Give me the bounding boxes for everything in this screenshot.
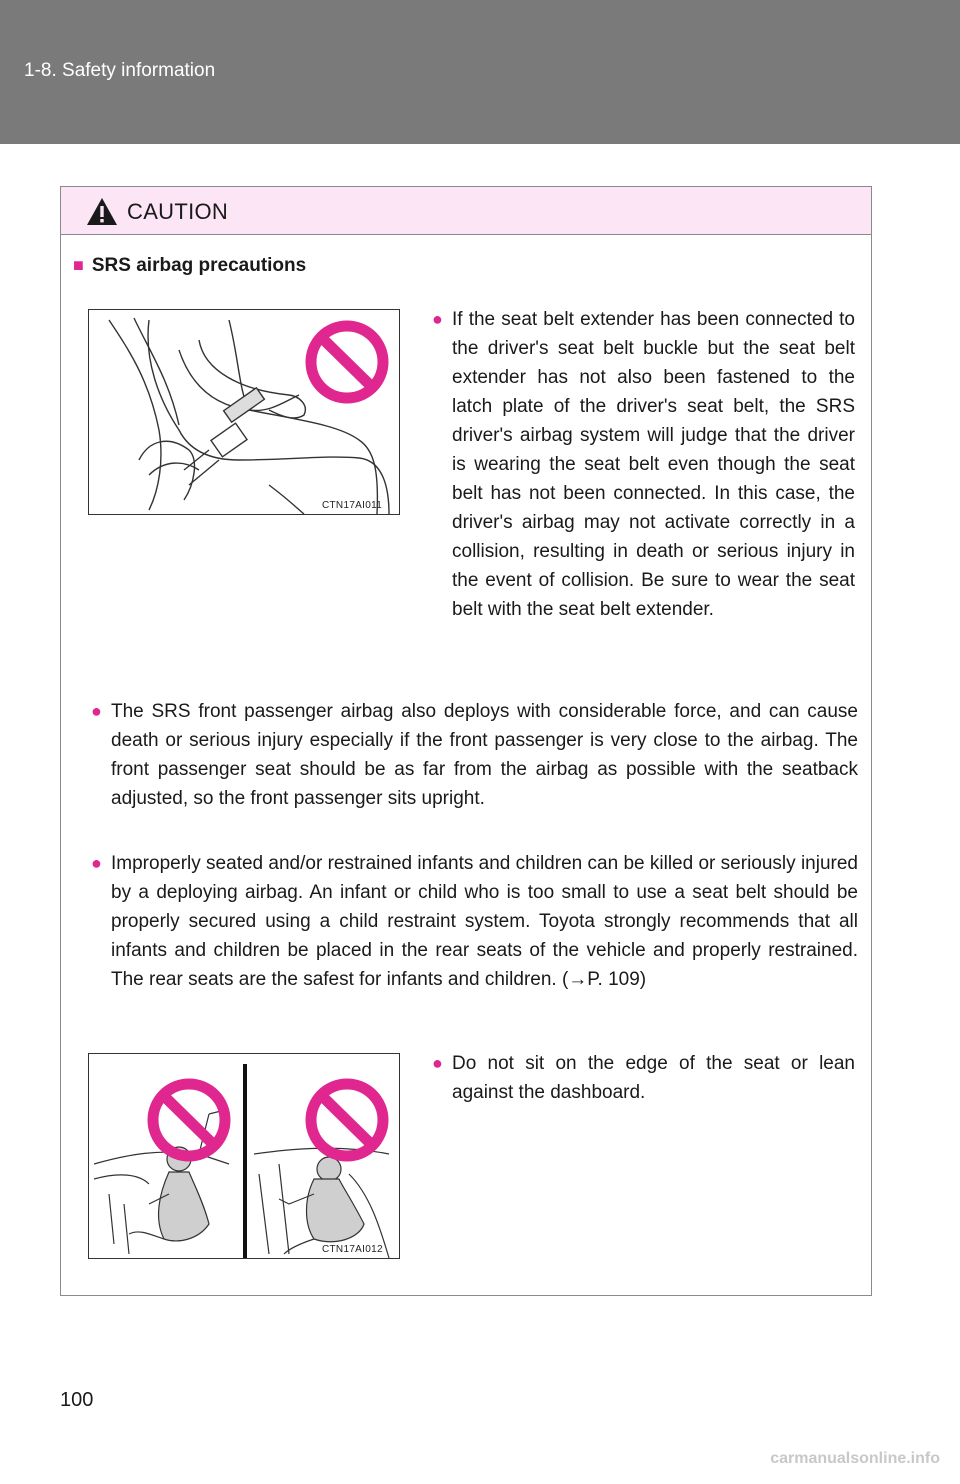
section-title: 1-8. Safety information — [24, 60, 216, 81]
improper-seating-drawing — [89, 1054, 399, 1258]
prohibition-icon — [311, 1084, 383, 1156]
bullet-text: Improperly seated and/or restrained infants and children can be killed or seriously injured by a deploying airbag. An infant or child who is too small to use a seat belt should be properly secured using a child restraint system. Toyota strongly recommends that all infants and children be placed in the rear seats of the vehicle and properly restrained. The rear seats are the safest for infants and children. (→P. 109) — [111, 853, 858, 990]
bullet-text: If the seat belt extender has been connected to the driver's seat belt buckle but the seat belt extender has not also been fastened to the latch plate of the driver's seat belt, the SRS driver's airbag system will judge that the driver is wearing the seat belt even though the seat belt has not been connected. In this case, the driver's airbag may not activate correctly in a collision, resulting in death or serious injury in the event of collision. Be sure to wear the seat belt with the seat belt extender. — [452, 309, 855, 620]
caution-title: CAUTION — [127, 199, 229, 224]
section-heading-text: SRS airbag precautions — [91, 255, 307, 276]
section-heading — [73, 255, 306, 277]
bullet-paragraph — [432, 305, 855, 624]
illustration-code: CTN17AI011 — [322, 500, 383, 511]
page-number: 100 — [60, 1389, 94, 1411]
bullet-paragraph — [432, 1049, 855, 1107]
page-header — [0, 0, 960, 144]
circle-bullet-icon: ● — [91, 853, 102, 873]
illustration-seating-position — [88, 1053, 400, 1259]
bullet-paragraph — [91, 849, 858, 994]
circle-bullet-icon: ● — [91, 701, 102, 721]
warning-icon — [86, 197, 118, 226]
caution-header — [61, 187, 871, 235]
seated-driver-drawing — [89, 310, 399, 514]
prohibition-icon — [153, 1084, 225, 1156]
illustration-seat-belt-extender — [88, 309, 400, 515]
illustration-code: CTN17AI012 — [322, 1244, 383, 1255]
prohibition-icon — [311, 326, 383, 398]
caution-box — [60, 186, 872, 1296]
bullet-text: Do not sit on the edge of the seat or lean against the dashboard. — [452, 1053, 855, 1103]
circle-bullet-icon: ● — [432, 309, 443, 329]
bullet-paragraph — [91, 697, 858, 813]
bullet-text: The SRS front passenger airbag also deploys with considerable force, and can cause death or serious injury especially if the front passenger is very close to the airbag. The front passenger seat should be as far from the airbag as possible with the seatback adjusted, so the front passenger sits upright. — [111, 701, 858, 809]
watermark: carmanualsonline.info — [770, 1450, 940, 1467]
square-bullet-icon: ■ — [73, 255, 84, 275]
circle-bullet-icon: ● — [432, 1053, 443, 1073]
